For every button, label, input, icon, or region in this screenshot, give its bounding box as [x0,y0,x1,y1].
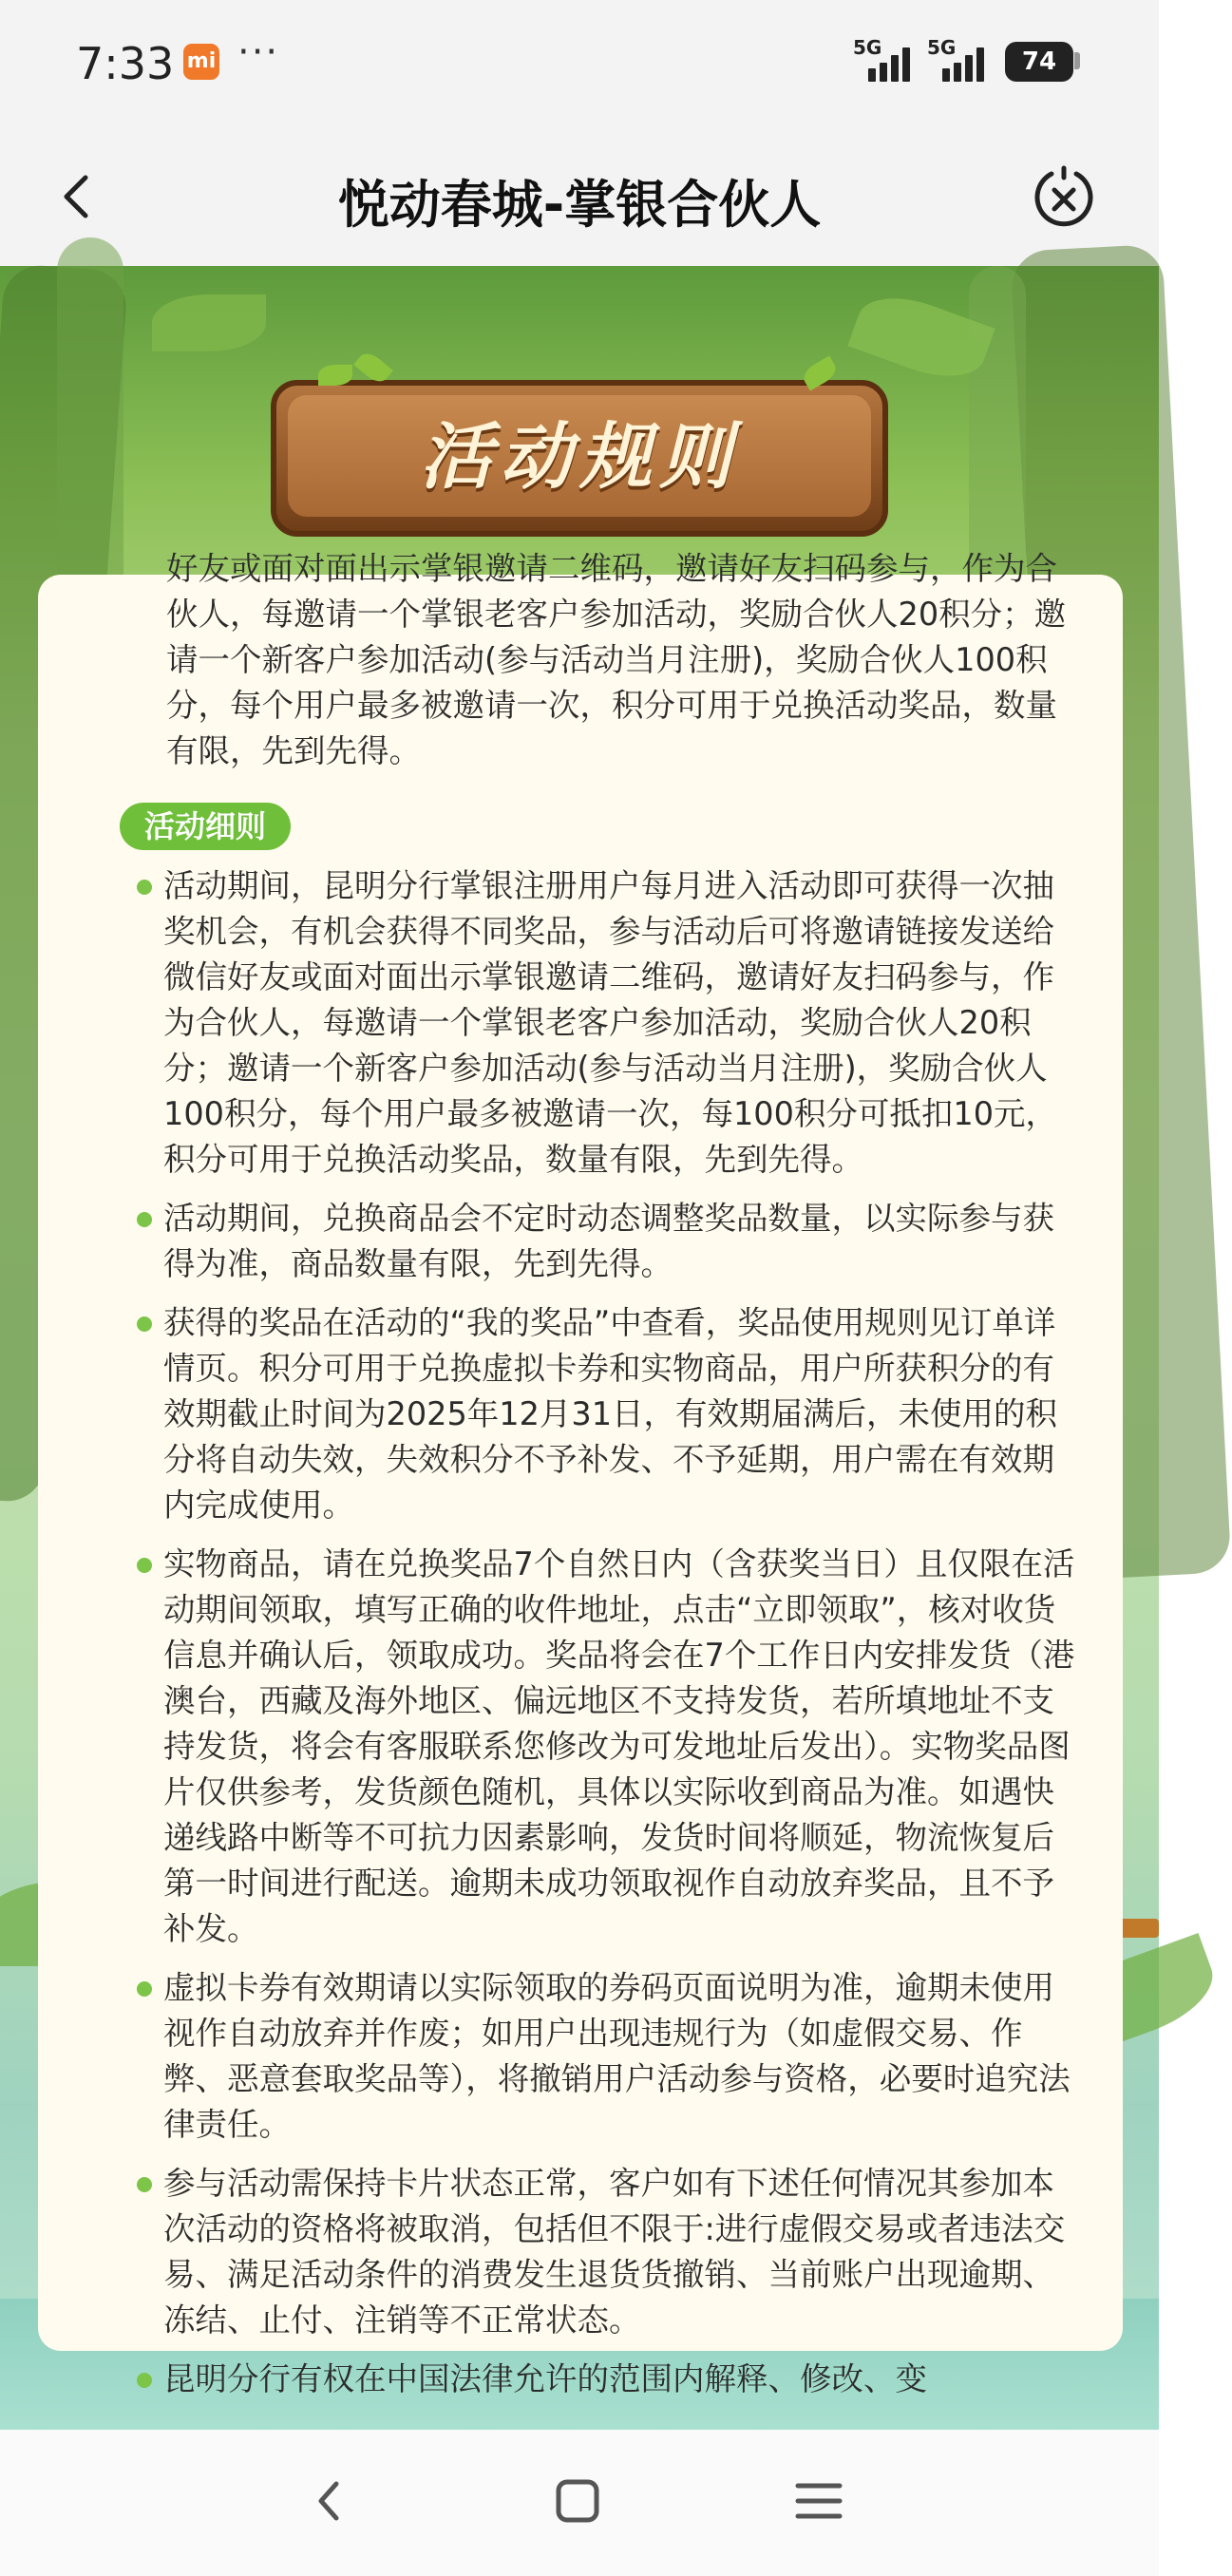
page-title: 悦动春城-掌银合伙人 [337,175,822,235]
rules-page-background [0,266,1159,2430]
list-item: 昆明分行有权在中国法律允许的范围内解释、修改、变 [163,2357,1079,2402]
status-time: 7:33 [76,38,175,89]
section-tag-details: 活动细则 [120,803,291,850]
rule-list [38,863,1123,2402]
rules-intro-text: 好友或面对面出示掌银邀请二维码，邀请好友扫码参与，作为合伙人，每邀请一个掌银老客户参加活动，奖励合伙人20积分；邀请一个新客户参加活动(参与活动当月注册)，奖励合伙人100积分，每个用户最多被邀请一次，积分可用于兑换活动奖品，数量有限，先到先得。 [166,550,1067,769]
list-item: 获得的奖品在活动的“我的奖品”中查看，奖品使用规则见订单详情页。积分可用于兑换虚拟卡券和实物商品，用户所获积分的有效期截止时间为2025年12月31日，有效期届满后，未使用的积分将自动失效，失效积分不予补发、不予延期，用户需在有效期内完成使用。 [163,1300,1079,1528]
bullet-dot-icon [137,1316,152,1332]
mi-app-icon: mi [183,44,219,80]
home-square-icon[interactable] [549,2472,606,2529]
list-item: 实物商品，请在兑换奖品7个自然日内（含获奖当日）且仅限在活动期间领取，填写正确的收件地址，点击“立即领取”，核对收货信息并确认后，领取成功。奖品将会在7个工作日内安排发货（港澳台，西藏及海外地区、偏远地区不支持发货，若所填地址不支持发货，将会有客服联系您修改为可发地址后发出）。实物奖品图片仅供参考，发货颜色随机，具体以实际收到商品为准。如遇快递线路中断等不可抗力因素影响，发货时间将顺延，物流恢复后第一时间进行配送。逾期未成功领取视作自动放弃奖品，且不予补发。 [163,1542,1079,1952]
battery-icon: 74 [1005,42,1073,82]
signal-strength-icon: 5G [927,36,994,82]
rules-card[interactable] [38,550,1123,2397]
rules-sign-board [271,370,888,537]
list-item: 活动期间，昆明分行掌银注册用户每月进入活动即可获得一次抽奖机会，有机会获得不同奖品，参与活动后可将邀请链接发送给微信好友或面对面出示掌银邀请二维码，邀请好友扫码参与，作为合伙人，每邀请一个掌银老客户参加活动，奖励合伙人20积分；邀请一个新客户参加活动(参与活动当月注册)，奖励合伙人100积分，每个用户最多被邀请一次，每100积分可抵扣10元，积分可用于兑换活动奖品，数量有限，先到先得。 [163,863,1079,1183]
list-item: 参与活动需保持卡片状态正常，客户如有下述任何情况其参加本次活动的资格将被取消，包括但不限于:进行虚假交易或者违法交易、满足活动条件的消费发生退货货撤销、当前账户出现逾期、冻结、止付、注销等不正常状态。 [163,2161,1079,2343]
leaf-decoration [152,294,266,351]
bullet-dot-icon [137,880,152,895]
system-navigation-bar [0,2430,1159,2576]
more-notifications-icon: ··· [237,30,280,74]
status-bar [0,0,1159,128]
rules-banner-title: 活动规则 [420,414,739,499]
bullet-dot-icon [137,2177,152,2192]
battery-tip [1074,52,1080,69]
list-item: 虚拟卡券有效期请以实际领取的券码页面说明为准，逾期未使用视作自动放弃并作废；如用户出现违规行为（如虚假交易、作弊、恶意套取奖品等），将撤销用户活动参与资格，必要时追究法律责任。 [163,1965,1079,2148]
nav-bar [0,128,1159,266]
signal-strength-icon: 5G [853,36,919,82]
bullet-dot-icon [137,1558,152,1573]
bullet-dot-icon [137,1212,152,1227]
rules-scroll-content [38,546,1123,2415]
list-item: 活动期间，兑换商品会不定时动态调整奖品数量，以实际参与获得为准，商品数量有限，先到先得。 [163,1196,1079,1287]
back-triangle-icon[interactable] [302,2472,359,2529]
close-circle-icon[interactable] [1031,164,1097,231]
menu-lines-icon[interactable] [790,2472,847,2529]
vine-leaf-icon [318,365,352,386]
bullet-dot-icon [137,2373,152,2388]
bullet-dot-icon [137,1981,152,1997]
